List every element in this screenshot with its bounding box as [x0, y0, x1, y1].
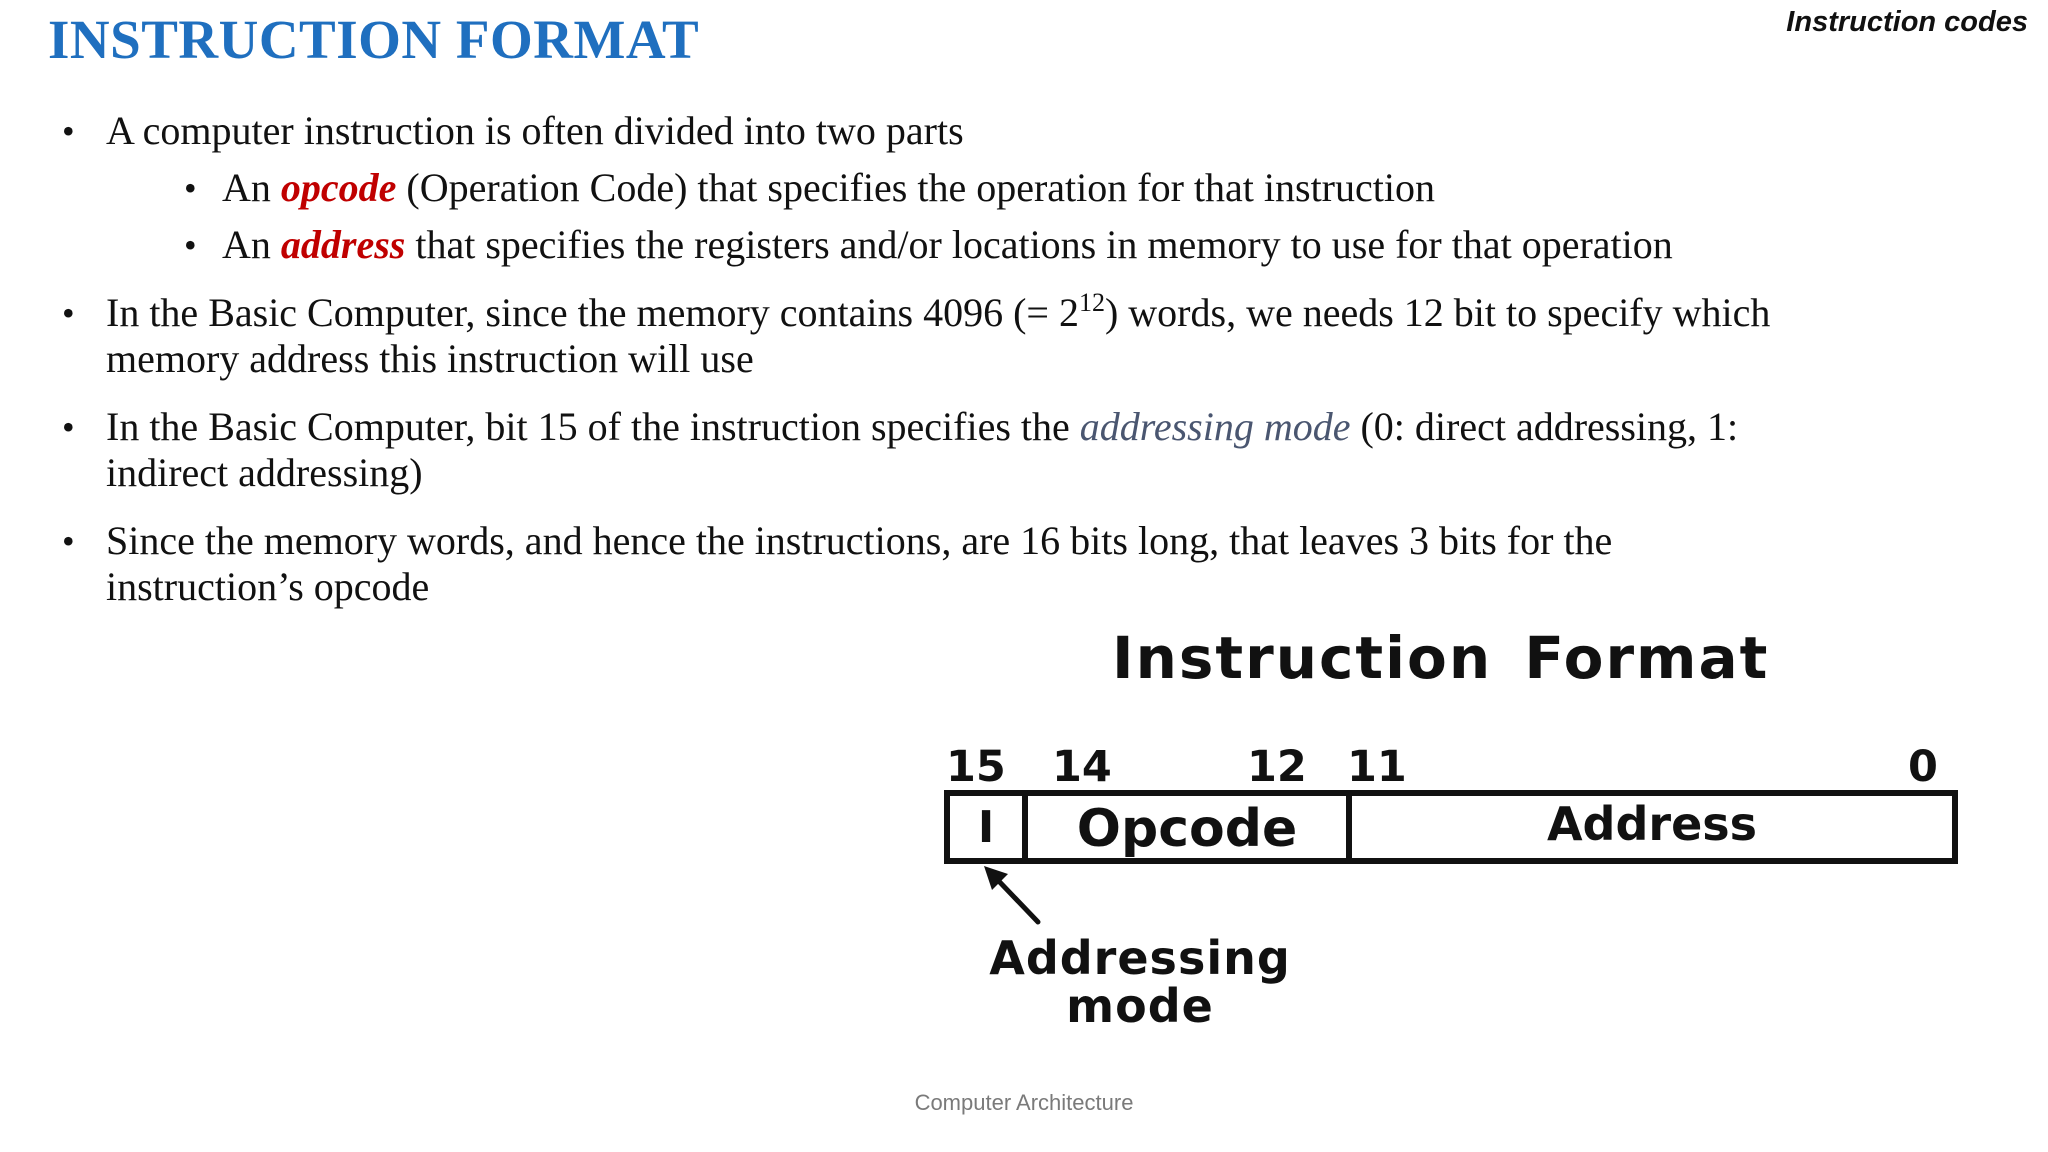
- slide-footer: Computer Architecture: [914, 1090, 1134, 1115]
- bullet-text: In the Basic Computer, since the memory contains 4096 (= 2: [106, 290, 1079, 335]
- sub-bullet-item: [106, 222, 1782, 268]
- bullet-text: An: [222, 165, 281, 210]
- field-opcode: Opcode: [1076, 799, 1298, 859]
- sub-bullet-item: [106, 165, 1782, 211]
- bullet-text: (Operation Code) that specifies the operation for that instruction: [396, 165, 1435, 210]
- bullet-item: [62, 518, 1782, 610]
- bit-label-12: 12: [1247, 742, 1307, 792]
- bullet-item: [62, 290, 1782, 382]
- keyword-address: address: [280, 222, 406, 267]
- field-indirect-bit: I: [977, 801, 995, 853]
- addressing-mode-caption: [940, 931, 1340, 1033]
- bullet-text: ) words, we needs 12 bit to specify which memory address this instruction will use: [106, 290, 1771, 381]
- bullet-item: [62, 404, 1782, 496]
- bullet-text: A computer instruction is often divided into two parts: [106, 108, 964, 153]
- bullet-text: (0: direct addressing, 1: indirect addressing): [106, 404, 1739, 495]
- bullet-text: Since the memory words, and hence the instructions, are 16 bits long, that leaves 3 bits for the instruction’s opcode: [106, 518, 1613, 609]
- keyword-addressing-mode: addressing mode: [1079, 404, 1351, 449]
- keyword-opcode: opcode: [280, 165, 397, 210]
- bullet-list: [62, 108, 1782, 610]
- diagram-title: Instruction Format: [1112, 624, 1770, 692]
- bit-label-0: 0: [1908, 742, 1938, 792]
- bit-label-15: 15: [946, 742, 1006, 792]
- bullet-item: [62, 108, 1782, 268]
- field-address: Address: [1546, 797, 1758, 851]
- bullet-text: that specifies the registers and/or locations in memory to use for that operation: [405, 222, 1673, 267]
- bullet-text: An: [222, 222, 281, 267]
- bit-label-14: 14: [1052, 742, 1112, 792]
- arrow-up-left-icon: [978, 864, 1058, 934]
- sub-bullet-list: [106, 165, 1782, 268]
- section-label: Instruction codes: [1786, 6, 2028, 38]
- bit-label-11: 11: [1347, 742, 1407, 792]
- caption-line: mode: [1066, 979, 1214, 1033]
- bullet-text: In the Basic Computer, bit 15 of the instruction specifies the: [106, 404, 1080, 449]
- caption-line: Addressing: [989, 931, 1291, 985]
- superscript: 12: [1078, 288, 1105, 317]
- instruction-format-box: [944, 790, 1958, 864]
- slide-title: INSTRUCTION FORMAT: [48, 9, 700, 70]
